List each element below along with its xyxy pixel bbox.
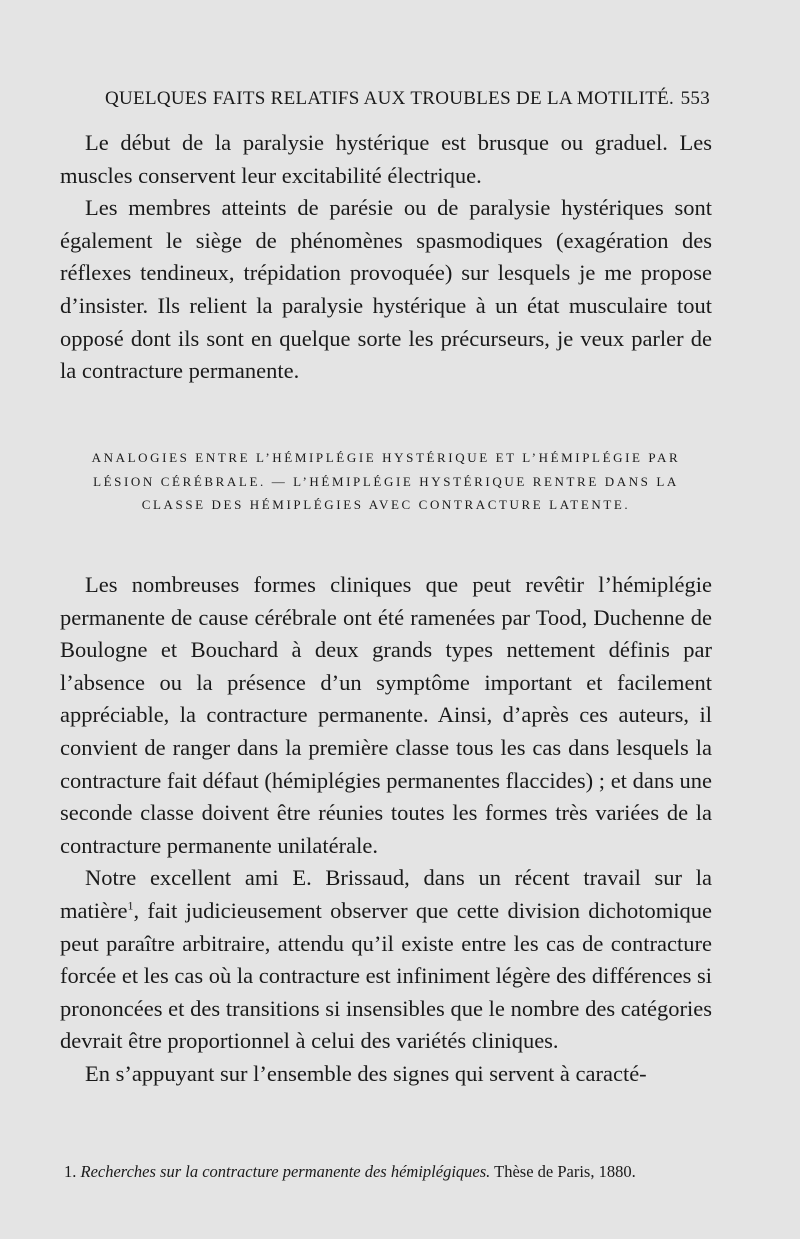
footnote-ref[interactable]: 1 (127, 898, 134, 913)
page-number: 553 (680, 88, 710, 109)
paragraph: Le début de la paralysie hystérique est brusque ou graduel. Les muscles conservent leur excitabilité électrique. (60, 130, 712, 188)
paragraph: Les nombreuses formes cliniques que peut revêtir l’hémiplégie permanente de cause cérébrale ont été ramenées par Tood, Duchenne de Boulogne et Bouchard à deux grands types nettement définis par l’absence ou la présence d’un symptôme important et facilement appréciable, la contracture permanente. Ainsi, d’après ces auteurs, il convient de ranger dans la première classe tous les cas dans lesquels la contracture fait défaut (hémiplégies permanentes flaccides) ; et dans une seconde classe doivent être réunies toutes les formes très variées de la contracture permanente unilatérale. (60, 572, 712, 858)
section-heading: ANALOGIES ENTRE L’HÉMIPLÉGIE HYSTÉRIQUE ET L’HÉMIPLÉGIE PAR LÉSION CÉRÉBRALE. — L’HÉMIPLÉGIE HYSTÉRIQUE RENTRE DANS LA CLASSE DES HÉMIPLÉGIES AVEC CONTRACTURE LATENTE. (91, 450, 681, 512)
page-header (105, 88, 710, 110)
paragraph-text: Notre excellent ami E. Brissaud, dans un récent travail sur la matière (60, 865, 712, 923)
paragraph-text: , fait judicieusement observer que cette division dichotomique peut paraître arbitraire, attendu qu’il existe entre les cas de contracture forcée et les cas où la contracture est infiniment légère des différences si prononcées et des transitions si insensibles que le nombre des catégories devrait être proportionnel à celui des variétés cliniques. (60, 897, 712, 1054)
footnote-text: Thèse de Paris, 1880. (490, 1162, 636, 1181)
running-title: QUELQUES FAITS RELATIFS AUX TROUBLES DE LA MOTILITÉ. (105, 88, 675, 109)
paragraph (60, 862, 712, 1058)
footnote-number: 1. (64, 1162, 77, 1181)
paragraph: En s’appuyant sur l’ensemble des signes qui servent à caracté- (85, 1060, 647, 1086)
paragraph: Les membres atteints de parésie ou de paralysie hystériques sont également le siège de phénomènes spasmodiques (exagération des réflexes tendineux, trépidation provoquée) sur lesquels je me propose d’insister. Ils relient la paralysie hystérique à un état musculaire tout opposé dont ils sont en quelque sorte les précurseurs, je veux parler de la contracture permanente. (60, 195, 712, 384)
footnote (64, 1161, 714, 1183)
opening-text (60, 127, 712, 388)
section-text (60, 569, 712, 1091)
footnote-title: Recherches sur la contracture permanente des hémiplégiques. (80, 1162, 491, 1181)
